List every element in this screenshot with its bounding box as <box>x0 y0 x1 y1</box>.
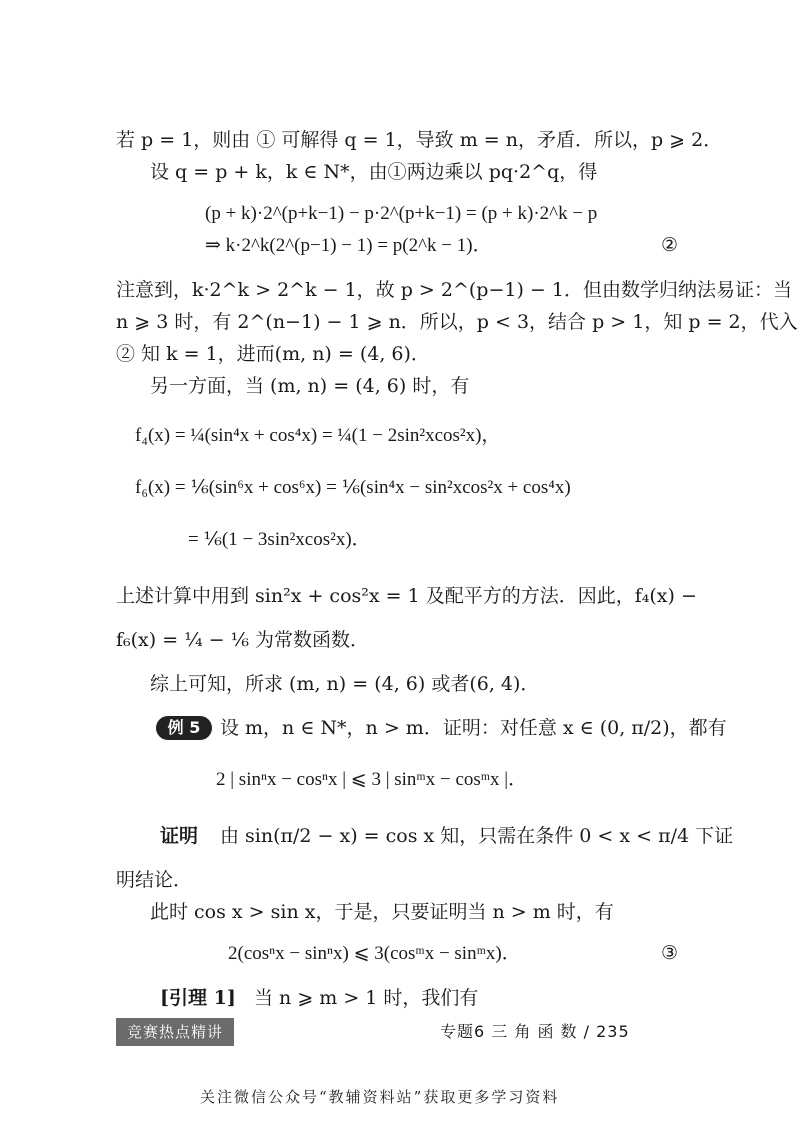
text-line-8: 另一方面，当 (m, n) = (4, 6) 时，有 <box>150 375 470 397</box>
equation-f4: f₄(x) = ¼(sin⁴x + cos⁴x) = ¼(1 − 2sin²xcos²x)， <box>135 425 501 446</box>
series-tag: 竞赛热点精讲 <box>116 1018 234 1046</box>
proof-line-3: 此时 cos x > sin x，于是，只要证明当 n > m 时，有 <box>150 901 614 923</box>
equation-f6: f₆(x) = ⅙(sin⁶x + cos⁶x) = ⅙(sin⁴x − sin²xcos²x + cos⁴x) <box>135 477 571 498</box>
page-footer-chapter: 专题6 三 角 函 数 / 235 <box>440 1022 630 1041</box>
text-line-13: f₆(x) = ¼ − ⅙ 为常数函数． <box>116 629 370 651</box>
lemma-text: 当 n ⩾ m > 1 时，我们有 <box>254 987 479 1009</box>
text-line-7: ② 知 k = 1，进而(m, n) = (4, 6)． <box>116 343 430 365</box>
proof-line-2: 明结论． <box>116 869 193 891</box>
example-badge: 例 5 <box>156 716 212 740</box>
lemma-label: [引理 1] <box>160 987 236 1009</box>
watermark: 关注微信公众号“教辅资料站”获取更多学习资料 <box>200 1088 560 1106</box>
proof-line-1: 由 sin(π/2 − x) = cos x 知，只需在条件 0 < x < π/4 下证 <box>220 825 734 847</box>
text-line-14: 综上可知，所求 (m, n) = (4, 6) 或者(6, 4)． <box>150 673 540 695</box>
equation-tag-3: ③ <box>660 942 678 964</box>
example-statement: 设 m，n ∈ N*，n > m．证明：对任意 x ∈ (0, π/2)，都有 <box>220 717 727 739</box>
text-line-1: 若 p = 1，则由 ① 可解得 q = 1，导致 m = n，矛盾．所以，p ⩾ 2． <box>116 129 723 151</box>
equation-line-1: (p + k)·2^(p+k−1) − p·2^(p+k−1) = (p + k)·2^k − p <box>205 203 598 224</box>
example-inequality: 2 | sinⁿx − cosⁿx | ⩽ 3 | sinᵐx − cosᵐx |． <box>216 769 528 790</box>
text-line-5: 注意到，k·2^k > 2^k − 1，故 p > 2^(p−1) − 1．但由数学归纳法易证：当 <box>116 279 792 301</box>
equation-f6-cont: = ⅙(1 − 3sin²xcos²x)． <box>188 529 371 550</box>
equation-3: 2(cosⁿx − sinⁿx) ⩽ 3(cosᵐx − sinᵐx)． <box>228 943 521 964</box>
equation-tag-2: ② <box>660 234 678 256</box>
text-line-6: n ⩾ 3 时，有 2^(n−1) − 1 ⩾ n．所以，p < 3，结合 p > 1，知 p = 2，代入 <box>116 311 798 333</box>
proof-label: 证明 <box>160 825 199 847</box>
text-line-12: 上述计算中用到 sin²x + cos²x = 1 及配平方的方法．因此，f₄(x) − <box>116 585 697 607</box>
equation-line-2: ⇒ k·2^k(2^(p−1) − 1) = p(2^k − 1)． <box>205 235 492 256</box>
text-line-2: 设 q = p + k，k ∈ N*，由①两边乘以 pq·2^q，得 <box>150 161 598 183</box>
